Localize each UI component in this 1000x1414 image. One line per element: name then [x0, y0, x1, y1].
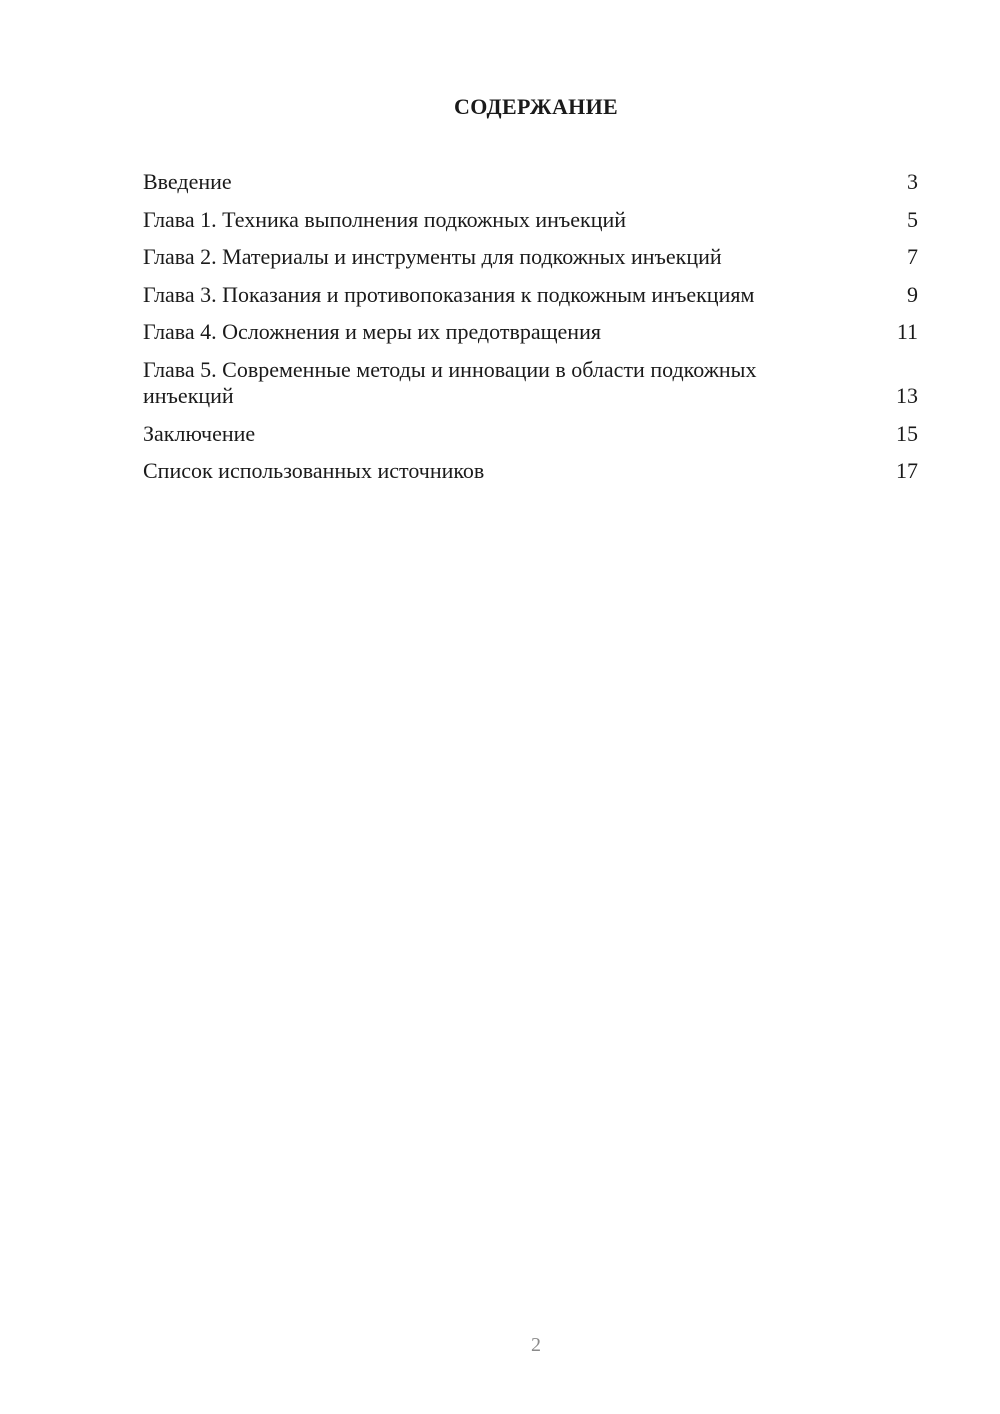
toc-entry-text: Глава 4. Осложнения и меры их предотвращения [143, 319, 601, 344]
toc-entry-page: 11 [896, 319, 918, 344]
toc-entry-introduction[interactable] [143, 169, 918, 196]
page-number: 2 [531, 1334, 541, 1356]
toc-entry-references[interactable] [143, 458, 918, 485]
toc-entry-text: Заключение [143, 420, 256, 446]
toc-entry-page: 17 [896, 458, 918, 483]
toc-entry-chapter-3[interactable] [143, 282, 918, 309]
toc-entry-text: Введение [143, 169, 232, 194]
toc-entry-text: Глава 3. Показания и противопоказания к подкожным инъекциям [143, 281, 755, 307]
toc-title: СОДЕРЖАНИЕ [454, 94, 618, 119]
toc-entry-page: 9 [907, 281, 918, 307]
toc-entry-conclusion[interactable] [143, 421, 918, 448]
toc-entry-chapter-2[interactable] [143, 244, 918, 271]
toc-entry-page: 13 [896, 383, 918, 408]
toc-entry-text: Глава 2. Материалы и инструменты для подкожных инъекций [143, 244, 722, 269]
table-of-contents [143, 169, 918, 496]
toc-entry-chapter-5[interactable] [143, 357, 918, 410]
toc-entry-text: Глава 5. Современные методы и инновации в области подкожных инъекций [143, 356, 757, 408]
toc-entry-page: 3 [907, 169, 918, 194]
toc-entry-text: Список использованных источников [143, 458, 485, 483]
toc-entry-page: 15 [896, 420, 918, 446]
toc-entry-text: Глава 1. Техника выполнения подкожных инъекций [143, 206, 627, 232]
toc-entry-chapter-1[interactable] [143, 207, 918, 234]
toc-entry-page: 7 [907, 244, 918, 269]
toc-entry-chapter-4[interactable] [143, 319, 918, 346]
toc-entry-page: 5 [907, 206, 918, 232]
